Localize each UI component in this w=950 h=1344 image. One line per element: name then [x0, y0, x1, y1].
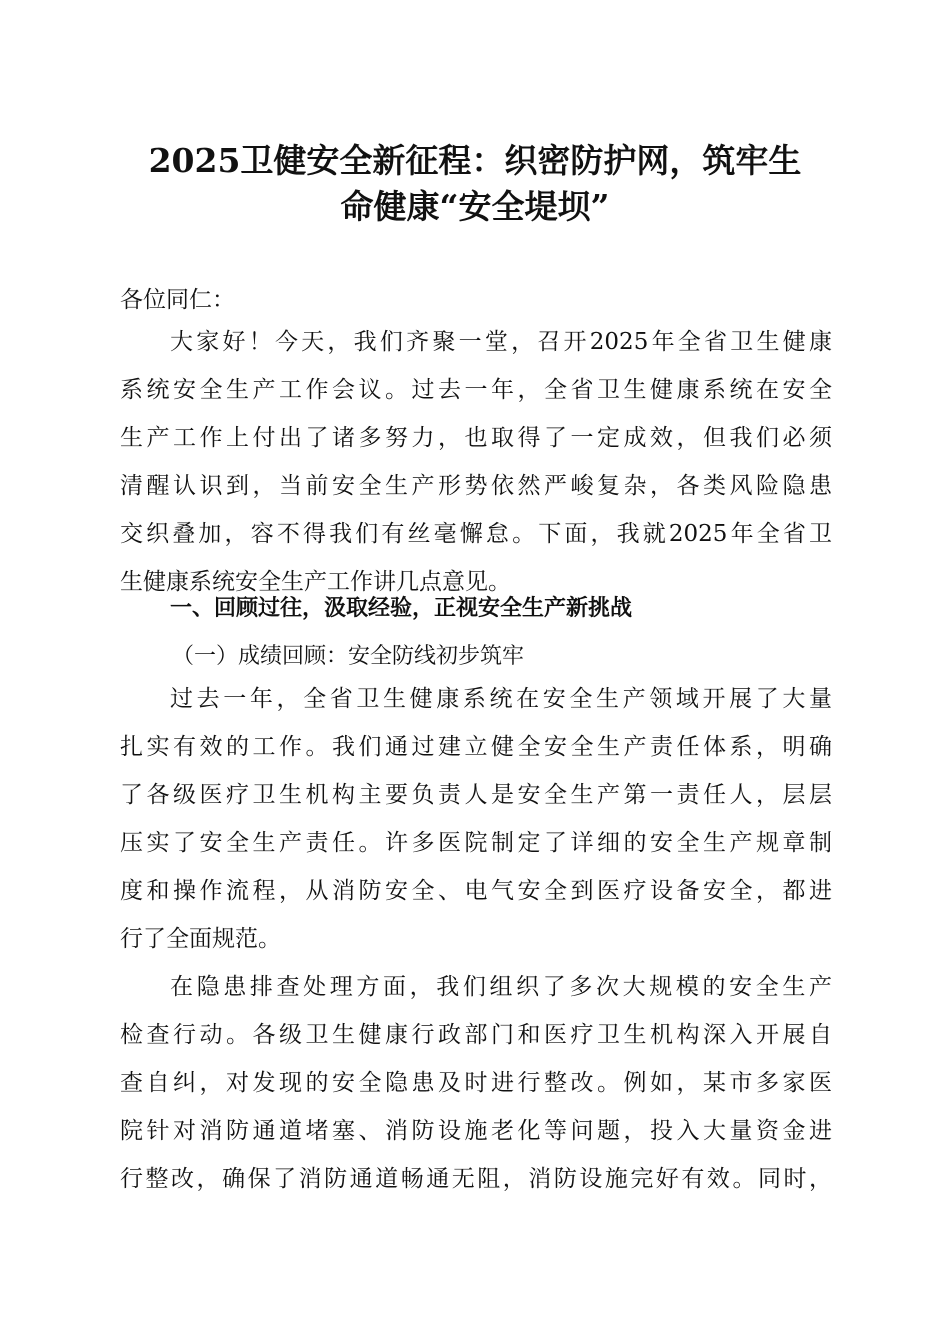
paragraph-line: 度和操作流程，从消防安全、电气安全到医疗设备安全，都进 — [120, 878, 832, 904]
section-heading: 一、回顾过往，汲取经验，正视安全生产新挑战 — [170, 596, 633, 621]
paragraph-line: 大家好！今天，我们齐聚一堂，召开2025年全省卫生健康 — [170, 329, 832, 355]
paragraph-line: 生健康系统安全生产工作讲几点意见。 — [120, 569, 511, 595]
paragraph-line: 行整改，确保了消防通道畅通无阻，消防设施完好有效。同时， — [120, 1166, 832, 1192]
salutation: 各位同仁： — [120, 287, 235, 313]
paragraph-line: 系统安全生产工作会议。过去一年，全省卫生健康系统在安全 — [120, 377, 832, 403]
document-title-line-1: 2025卫健安全新征程：织密防护网，筑牢生 — [148, 141, 802, 180]
paragraph-line: 检查行动。各级卫生健康行政部门和医疗卫生机构深入开展自 — [120, 1022, 832, 1048]
paragraph-line: 生产工作上付出了诸多努力，也取得了一定成效，但我们必须 — [120, 425, 832, 451]
subsection-heading: （一）成绩回顾：安全防线初步筑牢 — [172, 644, 525, 669]
paragraph-line: 查自纠，对发现的安全隐患及时进行整改。例如，某市多家医 — [120, 1070, 832, 1096]
paragraph-line: 过去一年，全省卫生健康系统在安全生产领域开展了大量 — [170, 686, 832, 712]
paragraph-line: 清醒认识到，当前安全生产形势依然严峻复杂，各类风险隐患 — [120, 473, 832, 499]
document-title-line-2: 命健康“安全堤坝” — [340, 187, 610, 226]
paragraph-line: 在隐患排查处理方面，我们组织了多次大规模的安全生产 — [170, 974, 832, 1000]
paragraph-line: 压实了安全生产责任。许多医院制定了详细的安全生产规章制 — [120, 830, 832, 856]
paragraph-line: 交织叠加，容不得我们有丝毫懈怠。下面，我就2025年全省卫 — [120, 521, 832, 547]
paragraph-line: 院针对消防通道堵塞、消防设施老化等问题，投入大量资金进 — [120, 1118, 832, 1144]
paragraph-line: 了各级医疗卫生机构主要负责人是安全生产第一责任人，层层 — [120, 782, 832, 808]
paragraph-line: 行了全面规范。 — [120, 926, 281, 952]
paragraph-line: 扎实有效的工作。我们通过建立健全安全生产责任体系，明确 — [120, 734, 832, 760]
